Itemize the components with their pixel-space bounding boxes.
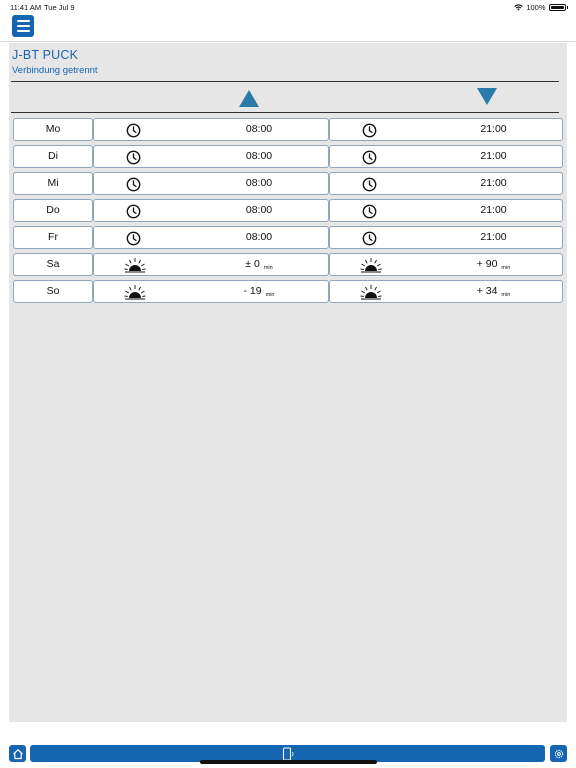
sunset-icon (360, 284, 382, 301)
down-time-value (425, 281, 562, 306)
down-time-cell[interactable] (329, 226, 563, 249)
up-value: 08:00 (245, 150, 273, 162)
clock-icon (126, 177, 141, 192)
clock-icon (126, 204, 141, 219)
hamburger-line (17, 30, 30, 32)
header-bottom-line (11, 112, 559, 113)
up-unit: min (265, 292, 275, 298)
clock-icon (126, 123, 141, 138)
up-time-cell[interactable] (93, 199, 329, 222)
down-value: + 90 (476, 258, 498, 270)
battery-icon (549, 4, 566, 11)
down-time-cell[interactable] (329, 253, 563, 276)
battery-percent: 100% (526, 3, 546, 12)
up-time-value (190, 254, 328, 279)
day-cell[interactable]: Fr (13, 226, 93, 249)
schedule-row (13, 172, 563, 195)
home-icon (12, 748, 24, 760)
clock-icon (362, 231, 377, 246)
up-time-value (190, 281, 328, 306)
connection-status: Verbindung getrennt (12, 65, 98, 76)
down-time-value (425, 200, 562, 221)
clock-icon (362, 150, 377, 165)
down-value: 21:00 (480, 204, 507, 216)
up-time-cell[interactable] (93, 226, 329, 249)
schedule-row (13, 226, 563, 249)
up-time-cell[interactable] (93, 172, 329, 195)
gear-icon (553, 748, 565, 760)
up-value: 08:00 (245, 123, 273, 135)
down-time-value (425, 254, 562, 279)
up-time-value (190, 119, 328, 140)
clock-icon (362, 123, 377, 138)
down-time-cell[interactable] (329, 199, 563, 222)
clock-icon (126, 150, 141, 165)
header-divider (0, 41, 576, 42)
down-unit: min (501, 292, 511, 298)
hamburger-line (17, 25, 30, 27)
down-time-cell[interactable] (329, 145, 563, 168)
day-cell[interactable]: Mo (13, 118, 93, 141)
sunrise-icon (124, 257, 146, 274)
up-time-value (190, 227, 328, 248)
day-cell[interactable]: So (13, 280, 93, 303)
battery-tip (567, 6, 569, 9)
day-cell[interactable]: Mi (13, 172, 93, 195)
up-time-value (190, 173, 328, 194)
status-bar (0, 0, 576, 14)
down-value: 21:00 (480, 177, 507, 189)
schedule-row (13, 199, 563, 222)
up-value: 08:00 (245, 204, 273, 216)
schedule-row (13, 118, 563, 141)
down-time-value (425, 146, 562, 167)
sunset-icon (360, 257, 382, 274)
down-value: 21:00 (480, 150, 507, 162)
home-button[interactable] (9, 745, 26, 762)
down-time-value (425, 227, 562, 248)
settings-button[interactable] (550, 745, 567, 762)
sunrise-icon (124, 284, 146, 301)
down-time-cell[interactable] (329, 118, 563, 141)
down-time-cell[interactable] (329, 280, 563, 303)
down-time-value (425, 119, 562, 140)
home-indicator (200, 760, 377, 764)
down-value: + 34 (476, 285, 498, 297)
up-value: 08:00 (245, 177, 273, 189)
clock-icon (362, 177, 377, 192)
phone-bluetooth-icon (281, 747, 295, 761)
status-date: Tue Jul 9 (44, 3, 75, 12)
arrow-down-icon (477, 88, 497, 105)
status-right (514, 3, 568, 12)
day-cell[interactable]: Di (13, 145, 93, 168)
up-value: 08:00 (245, 231, 273, 243)
schedule-row (13, 145, 563, 168)
up-time-value (190, 146, 328, 167)
up-time-cell[interactable] (93, 118, 329, 141)
up-time-cell[interactable] (93, 280, 329, 303)
clock-icon (362, 204, 377, 219)
down-time-value (425, 173, 562, 194)
up-unit: min (263, 265, 273, 271)
wifi-icon (514, 4, 523, 11)
down-unit: min (501, 265, 511, 271)
up-value: - 19 (243, 285, 262, 297)
day-cell[interactable]: Sa (13, 253, 93, 276)
up-time-value (190, 200, 328, 221)
up-time-cell[interactable] (93, 145, 329, 168)
down-value: 21:00 (480, 123, 507, 135)
main-panel (9, 43, 567, 722)
header-top-line (11, 81, 559, 82)
hamburger-menu-icon (17, 20, 30, 22)
down-time-cell[interactable] (329, 172, 563, 195)
up-time-cell[interactable] (93, 253, 329, 276)
menu-button[interactable] (12, 15, 34, 37)
status-time: 11:41 AM (10, 3, 42, 12)
schedule-row (13, 280, 563, 303)
down-value: 21:00 (480, 231, 507, 243)
clock-icon (126, 231, 141, 246)
device-name: J-BT PUCK (12, 48, 79, 62)
day-cell[interactable]: Do (13, 199, 93, 222)
schedule-row (13, 253, 563, 276)
up-value: ± 0 (245, 258, 260, 270)
arrow-up-icon (239, 90, 259, 107)
